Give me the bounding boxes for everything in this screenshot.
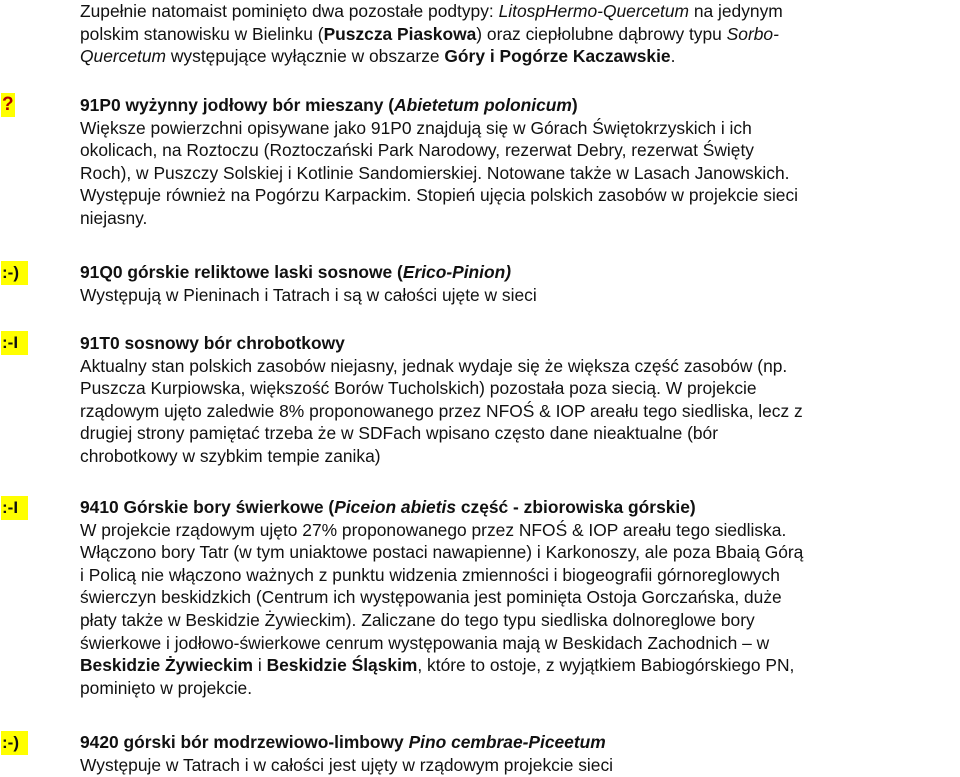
- section-body-line: niejasny.: [80, 207, 148, 228]
- section-body-line: Roch), w Puszczy Solskiej i Kotlinie Sandomierskiej. Notowane także w Lasach Janowskich.: [80, 162, 790, 183]
- habitat-section-91p0: [80, 94, 958, 230]
- intro-line: polskim stanowisku w Bielinku (Puszcza Piaskowa) oraz ciepłolubne dąbrowy typu Sorbo-: [80, 23, 779, 44]
- section-body-line: Puszcza Kurpiowska, większość Borów Tucholskich) pozostała poza siecią. W projekcie: [80, 378, 757, 399]
- habitat-section-9420: [80, 731, 958, 776]
- status-marker-happy: :-): [1, 731, 28, 755]
- habitat-section-91t0: [80, 332, 958, 468]
- intro-paragraph: [80, 0, 958, 68]
- section-body-line: Włączono bory Tatr (w tym uniaktowe postaci nawapienne) i Karkonoszy, ale poza Bbaią Górą: [80, 542, 804, 563]
- section-heading: 9410 Górskie bory świerkowe (Piceion abietis część - zbiorowiska górskie): [80, 497, 696, 517]
- section-body-line: pominięto w projekcie.: [80, 677, 253, 698]
- section-body-line: rządowym ujęto zaledwie 8% proponowanego przez NFOŚ & IOP areału tego siedliska, lecz z: [80, 400, 803, 421]
- habitat-section-9410: [80, 496, 958, 699]
- status-marker-happy: :-): [1, 261, 28, 285]
- intro-line: Zupełnie natomaist pominięto dwa pozostałe podtypy: LitospHermo-Quercetum na jedynym: [80, 1, 783, 21]
- section-body-line: okolicach, na Roztoczu (Roztoczański Park Narodowy, rezerwat Debry, rezerwat Święty: [80, 140, 754, 161]
- section-body-line: świerkowe i jodłowo-świerkowe cenrum występowania mają w Beskidach Zachodnich – w: [80, 632, 770, 653]
- section-body-line: drugiej strony pamiętać trzeba że w SDFach wpisano często dane nieaktualne (bór: [80, 423, 718, 444]
- section-heading: 9420 górski bór modrzewiowo-limbowy Pino cembrae-Piceetum: [80, 732, 606, 752]
- section-body-line: chrobotkowy w szybkim tempie zanika): [80, 445, 381, 466]
- section-heading: 91Q0 górskie reliktowe laski sosnowe (Erico-Pinion): [80, 262, 512, 282]
- section-body-line: Aktualny stan polskich zasobów niejasny, jednak wydaje się że większa część zasobów (np.: [80, 355, 788, 376]
- section-heading: 91T0 sosnowy bór chrobotkowy: [80, 333, 345, 353]
- section-body-line: Beskidzie Żywieckim i Beskidzie Śląskim, które to ostoje, z wyjątkiem Babiogórskiego PN,: [80, 655, 795, 676]
- section-body-line: Występuje również na Pogórzu Karpackim. Stopień ujęcia polskich zasobów w projekcie sieci: [80, 185, 799, 206]
- section-body-line: płaty także w Beskidzie Żywieckim). Zaliczane do tego typu siedliska dolnoreglowe bory: [80, 609, 755, 630]
- section-body-line: Większe powierzchni opisywane jako 91P0 znajdują się w Górach Świętokrzyskich i ich: [80, 117, 752, 138]
- status-marker-question: ?: [2, 94, 14, 115]
- habitat-section-91q0: [80, 261, 958, 306]
- section-body-line: Występuje w Tatrach i w całości jest ujęty w rządowym projekcie sieci: [80, 754, 614, 775]
- section-body-line: W projekcie rządowym ujęto 27% proponowanego przez NFOŚ & IOP areału tego siedliska.: [80, 519, 787, 540]
- section-body-line: Występują w Pieninach i Tatrach i są w całości ujęte w sieci: [80, 284, 537, 305]
- section-heading: 91P0 wyżynny jodłowy bór mieszany (Abietetum polonicum): [80, 95, 578, 115]
- section-body-line: i Policą nie włączono ważnych z punktu widzenia zmienności i biogeografii górnoreglowych: [80, 564, 780, 585]
- status-marker-neutral: :-I: [1, 331, 28, 355]
- intro-line: Quercetum występujące wyłącznie w obszarze Góry i Pogórze Kaczawskie.: [80, 46, 676, 67]
- status-marker-neutral: :-I: [1, 496, 28, 520]
- section-body-line: świerczyn beskidzkich (Centrum ich występowania jest pominięta Ostoja Gorczańska, duże: [80, 587, 782, 608]
